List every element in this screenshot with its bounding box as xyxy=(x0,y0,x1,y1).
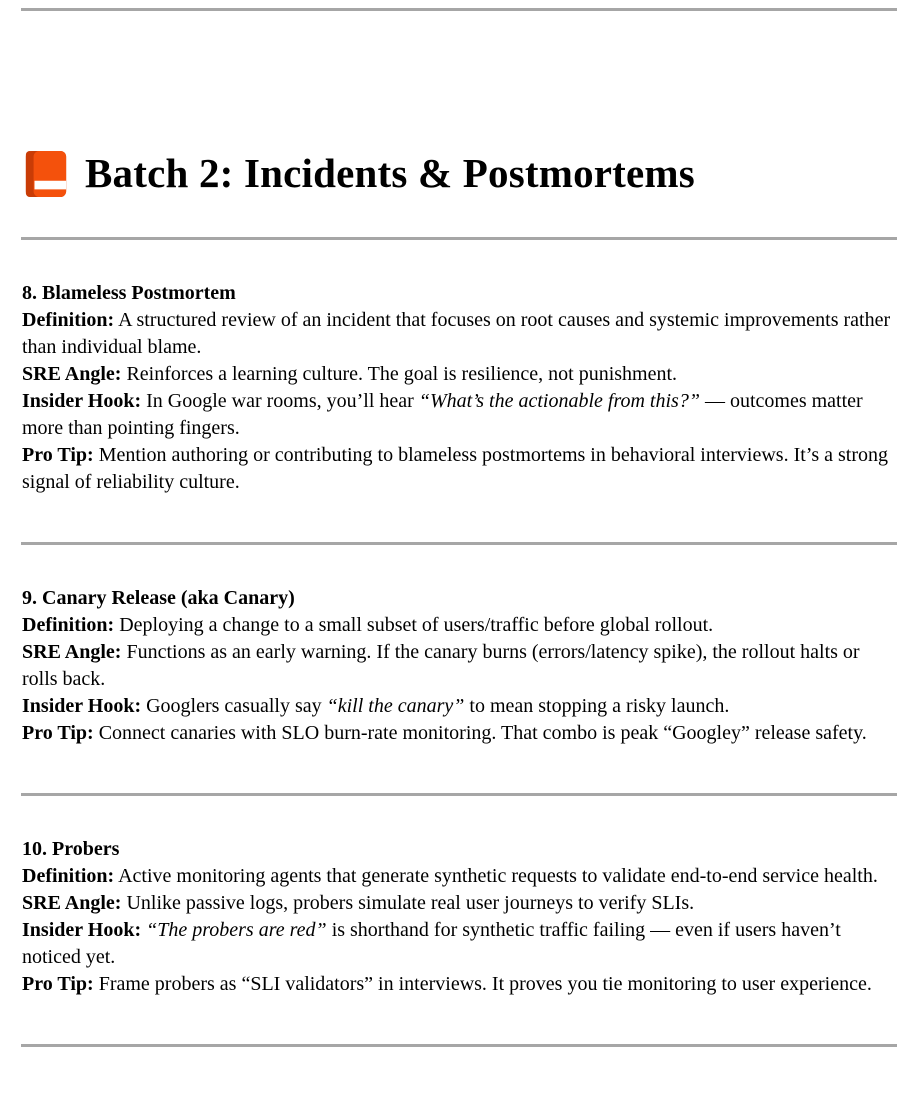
entry xyxy=(22,639,896,693)
entry-text: In Google war rooms, you’ll hear xyxy=(141,390,419,412)
entry xyxy=(22,720,896,747)
section-body xyxy=(22,307,896,496)
entry xyxy=(22,442,896,496)
entry-text: A structured review of an incident that focuses on root causes and systemic improvements rather than individual blame. xyxy=(22,309,891,358)
section-divider xyxy=(21,1044,897,1047)
title-row xyxy=(23,149,897,199)
entry xyxy=(22,917,896,971)
section-heading: 10. Probers xyxy=(22,838,120,860)
entry xyxy=(22,612,896,639)
entry xyxy=(22,863,896,890)
section-body xyxy=(22,863,896,998)
section xyxy=(21,545,897,793)
entry-text: Mention authoring or contributing to blameless postmortems in behavioral interviews. It’s a strong signal of reliability culture. xyxy=(22,444,889,493)
entry-label: Definition: xyxy=(22,309,115,331)
entry-label: Pro Tip: xyxy=(22,973,94,995)
section xyxy=(21,240,897,542)
entry-italic-quote: “kill the canary” xyxy=(326,695,465,717)
entry-text: — outcomes matter more than pointing fingers. xyxy=(22,390,863,439)
entry-label: Insider Hook: xyxy=(22,919,142,941)
entry xyxy=(22,890,896,917)
page-title: Batch 2: Incidents & Postmortems xyxy=(85,150,695,197)
entry xyxy=(22,971,896,998)
entry-text: Reinforces a learning culture. The goal is resilience, not punishment. xyxy=(121,363,678,385)
top-divider xyxy=(21,8,897,11)
entry xyxy=(22,361,896,388)
entry xyxy=(22,388,896,442)
entry-text: to mean stopping a risky launch. xyxy=(464,695,730,717)
section xyxy=(21,796,897,1044)
entry xyxy=(22,307,896,361)
section-heading: 9. Canary Release (aka Canary) xyxy=(22,587,295,609)
entry-label: Pro Tip: xyxy=(22,722,94,744)
entry-text: Frame probers as “SLI validators” in interviews. It proves you tie monitoring to user experience. xyxy=(93,973,872,995)
entry-italic-quote: “The probers are red” xyxy=(146,919,327,941)
entry xyxy=(22,693,896,720)
entry-label: Definition: xyxy=(22,865,115,887)
entry-label: Definition: xyxy=(22,614,115,636)
entry-label: Pro Tip: xyxy=(22,444,94,466)
entry-italic-quote: “What’s the actionable from this?” xyxy=(418,390,700,412)
entry-label: SRE Angle: xyxy=(22,363,122,385)
section-heading: 8. Blameless Postmortem xyxy=(22,282,236,304)
sections xyxy=(21,240,897,1047)
entry-label: SRE Angle: xyxy=(22,641,122,663)
entry-text: Unlike passive logs, probers simulate real user journeys to verify SLIs. xyxy=(121,892,695,914)
book-icon xyxy=(23,149,69,199)
entry-text: Active monitoring agents that generate synthetic requests to validate end-to-end service health. xyxy=(114,865,878,887)
entry-text: Functions as an early warning. If the canary burns (errors/latency spike), the rollout halts or rolls back. xyxy=(22,641,860,690)
entry-label: Insider Hook: xyxy=(22,695,142,717)
entry-label: Insider Hook: xyxy=(22,390,142,412)
entry-text: is shorthand for synthetic traffic failing — even if users haven’t noticed yet. xyxy=(22,919,841,968)
section-body xyxy=(22,612,896,747)
entry-text: Connect canaries with SLO burn-rate monitoring. That combo is peak “Googley” release safety. xyxy=(93,722,867,744)
entry-text: Deploying a change to a small subset of users/traffic before global rollout. xyxy=(114,614,714,636)
entry-text: Googlers casually say xyxy=(141,695,327,717)
entry-label: SRE Angle: xyxy=(22,892,122,914)
